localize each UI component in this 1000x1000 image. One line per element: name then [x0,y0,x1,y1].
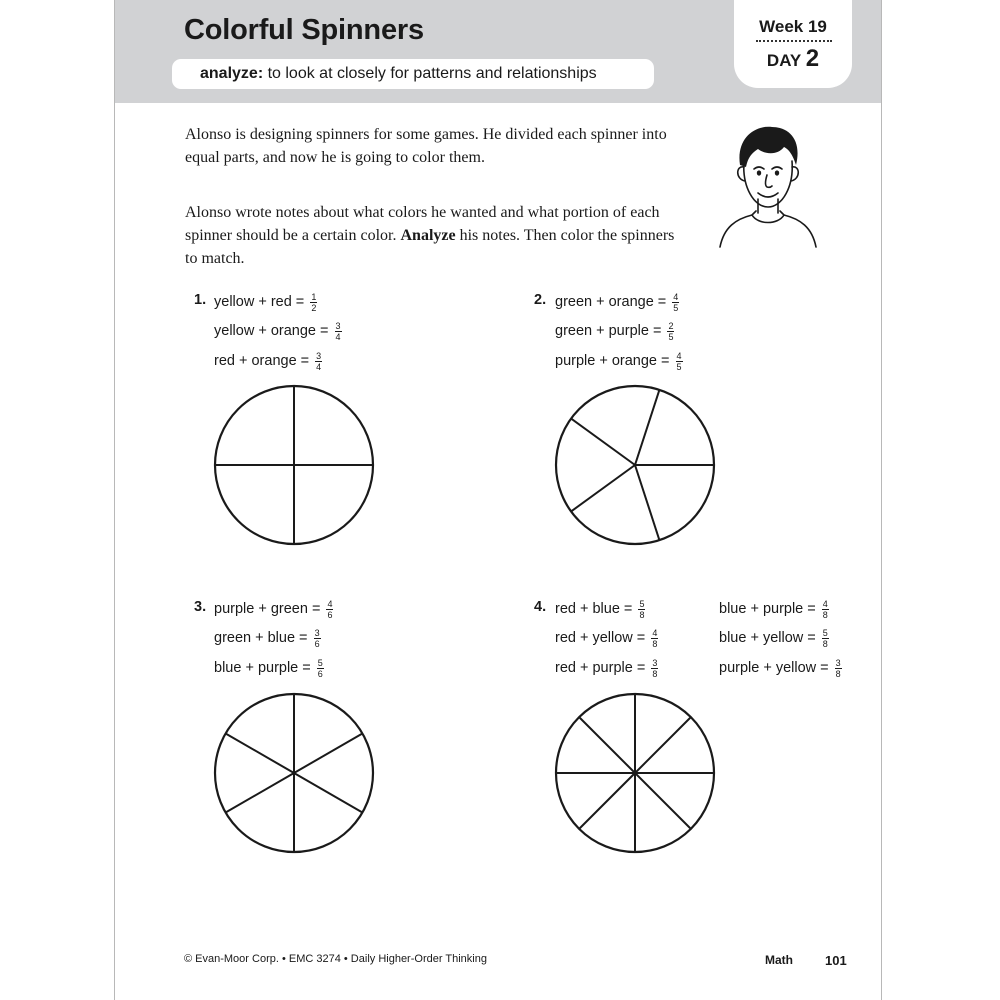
equation-text: blue + purple = [719,601,816,617]
fraction [310,292,317,313]
fraction [335,321,342,342]
fraction-denominator: 8 [652,668,658,679]
equation [214,290,317,314]
equation [555,626,658,650]
fraction-denominator: 5 [668,331,674,342]
boy-illustration [718,115,818,250]
fraction-denominator: 4 [335,331,341,342]
spinner-2[interactable] [554,384,716,546]
equation [719,626,829,650]
week-day-tab [734,0,852,88]
equation-text: yellow + orange = [214,323,329,339]
fraction-numerator: 4 [822,598,828,609]
fraction-numerator: 5 [822,627,828,638]
equation [214,597,333,621]
header-band [115,0,881,103]
fraction-numerator: 3 [314,627,320,638]
intro-text-start: Alonso wrote notes about what colors he wanted and what portion of each spinner should be a certain color. [185,204,660,244]
problem-number: 4. [534,599,547,615]
worksheet-page [114,0,882,1000]
fraction [315,351,322,372]
equation [555,349,683,373]
equation [555,597,645,621]
fraction [822,628,829,649]
fraction-denominator: 2 [311,302,317,313]
equation [719,656,842,680]
vocabulary-box [172,59,654,89]
equation-text: green + purple = [555,323,662,339]
fraction-denominator: 8 [822,638,828,649]
intro-paragraph-2 [185,201,685,270]
equation-text: blue + yellow = [719,630,816,646]
footer-subject: Math [765,953,793,967]
fraction-numerator: 4 [652,627,658,638]
week-label: Week 19 [759,17,827,36]
equation [214,349,322,373]
fraction-denominator: 8 [835,668,841,679]
equation [214,319,342,343]
page-title: Colorful Spinners [184,14,424,46]
footer-credit: © Evan-Moor Corp. • EMC 3274 • Daily Higher-Order Thinking [184,953,487,965]
fraction-numerator: 5 [317,657,323,668]
equation-text: red + purple = [555,660,646,676]
fraction-numerator: 3 [316,350,322,361]
spinner-4[interactable] [554,692,716,854]
fraction [651,658,658,679]
equation-text: red + orange = [214,353,310,369]
fraction-denominator: 5 [673,302,679,313]
day-text: DAY [766,51,802,70]
day-label [734,45,852,73]
equation-text: purple + orange = [555,353,670,369]
fraction-denominator: 8 [639,609,645,620]
fraction-denominator: 8 [822,609,828,620]
equation-text: yellow + red = [214,294,305,310]
fraction [672,292,679,313]
problem-number: 1. [194,292,207,308]
fraction-numerator: 4 [676,350,682,361]
fraction-denominator: 6 [317,668,323,679]
fraction-denominator: 4 [316,361,322,372]
fraction-numerator: 1 [311,291,317,302]
fraction [667,321,674,342]
spinner-3[interactable] [213,692,375,854]
fraction-denominator: 6 [314,638,320,649]
fraction-numerator: 3 [335,320,341,331]
equation [555,656,658,680]
fraction [314,628,321,649]
equation-text: red + yellow = [555,630,646,646]
equation [214,656,324,680]
fraction-numerator: 5 [639,598,645,609]
problem-number: 3. [194,599,207,615]
dotted-divider [756,40,832,42]
intro-bold-analyze: Analyze [400,227,456,244]
day-number: 2 [805,45,820,72]
fraction [835,658,842,679]
fraction [651,628,658,649]
fraction-denominator: 5 [676,361,682,372]
fraction-numerator: 4 [673,291,679,302]
equation-text: purple + yellow = [719,660,829,676]
fraction-numerator: 2 [668,320,674,331]
vocabulary-term: analyze: [200,65,264,82]
fraction-numerator: 3 [835,657,841,668]
fraction-denominator: 6 [327,609,333,620]
fraction-denominator: 8 [652,638,658,649]
equation-text: green + orange = [555,294,667,310]
fraction [676,351,683,372]
fraction [638,599,645,620]
equation [214,626,321,650]
equation-text: blue + purple = [214,660,311,676]
intro-text-end: his notes. Then color the spinners to match. [185,227,675,267]
fraction [326,599,333,620]
fraction [317,658,324,679]
spinner-1[interactable] [213,384,375,546]
problem-number: 2. [534,292,547,308]
intro-paragraph-1: Alonso is designing spinners for some games. He divided each spinner into equal parts, and now he is going to color them. [185,126,667,166]
equation-text: red + blue = [555,601,633,617]
page-number: 101 [825,953,847,968]
fraction [822,599,829,620]
equation [719,597,829,621]
vocabulary-definition: to look at closely for patterns and relationships [263,65,597,82]
equation-text: green + blue = [214,630,308,646]
equation [555,290,679,314]
fraction-numerator: 4 [327,598,333,609]
equation [555,319,674,343]
equation-text: purple + green = [214,601,321,617]
fraction-numerator: 3 [652,657,658,668]
